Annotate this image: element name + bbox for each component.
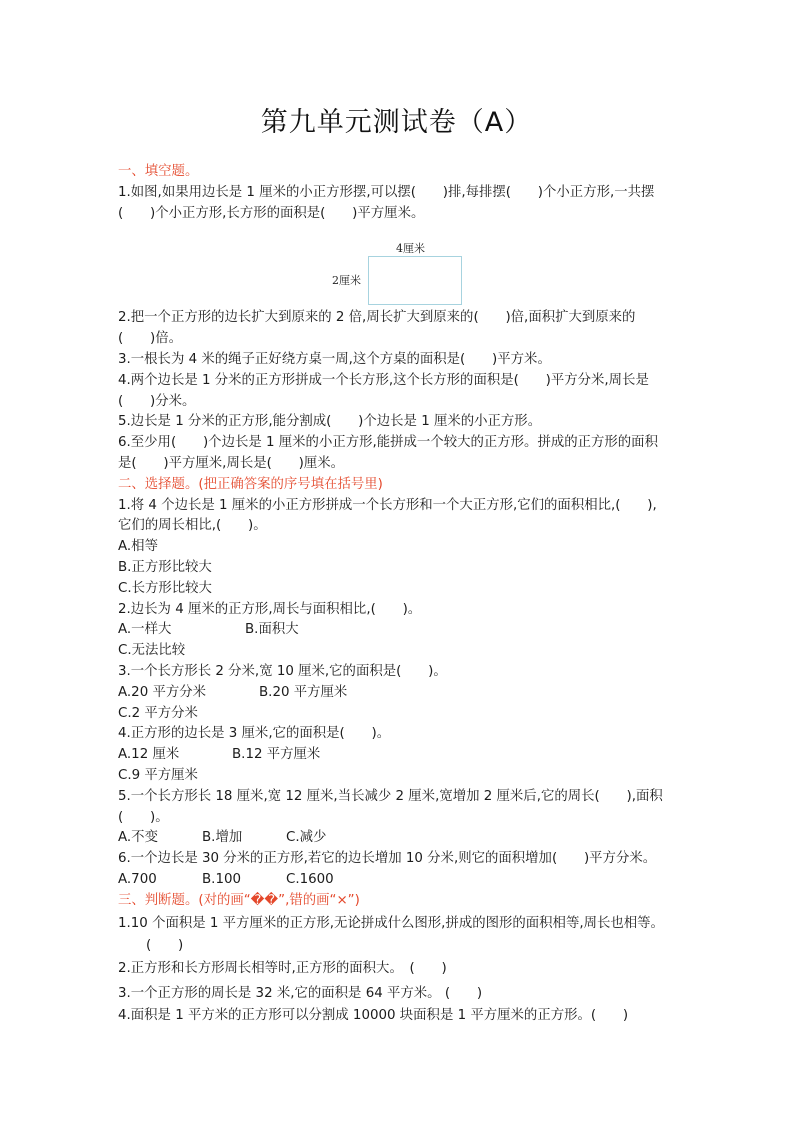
page-title: 第九单元测试卷（A） <box>260 107 533 138</box>
option-row <box>118 620 299 640</box>
question-line: 4.两个边长是 1 分米的正方形拼成一个长方形,这个长方形的面积是( )平方分米,周长是 <box>118 373 649 388</box>
question-line: ( )分米。 <box>118 394 196 409</box>
answer-blank: ( ) <box>146 938 184 953</box>
option: B.100 <box>202 872 242 887</box>
question-line: 它们的周长相比,( )。 <box>118 518 267 533</box>
question-line: 6.一个边长是 30 分米的正方形,若它的边长增加 10 分米,则它的面积增加( )平方分米。 <box>118 851 657 866</box>
option: B.20 平方厘米 <box>259 685 348 700</box>
question-line: 6.至少用( )个边长是 1 厘米的小正方形,能拼成一个较大的正方形。拼成的正方形的面积 <box>118 435 658 450</box>
option-line: C.长方形比较大 <box>118 581 212 596</box>
option: A.不变 <box>118 830 158 845</box>
option-row <box>118 683 347 703</box>
option: A.20 平方分米 <box>118 685 207 700</box>
option: C.1600 <box>286 872 334 887</box>
figure-width-label: 4厘米 <box>396 242 425 255</box>
question-line: ( )个小正方形,长方形的面积是( )平方厘米。 <box>118 206 425 221</box>
option-row <box>118 870 334 890</box>
question-line: 5.一个长方形长 18 厘米,宽 12 厘米,当长减少 2 厘米,宽增加 2 厘米后,它的周长( ),面积 <box>118 789 663 804</box>
option: B.12 平方厘米 <box>232 747 321 762</box>
question-line: 1.将 4 个边长是 1 厘米的小正方形拼成一个长方形和一个大正方形,它们的面积相比,( ), <box>118 498 657 513</box>
option-line: C.9 平方厘米 <box>118 768 198 783</box>
option-line: C.2 平方分米 <box>118 706 198 721</box>
question-line: 1.10 个面积是 1 平方厘米的正方形,无论拼成什么图形,拼成的图形的面积相等,周长也相等。 <box>118 916 664 931</box>
question-line: 2.正方形和长方形周长相等时,正方形的面积大。 ( ) <box>118 961 447 976</box>
section-heading-true-false: 三、判断题。(对的画“��”,错的画“×”) <box>118 893 360 908</box>
rectangle-shape <box>368 256 462 305</box>
option: A.700 <box>118 872 157 887</box>
question-line: 3.一个正方形的周长是 32 米,它的面积是 64 平方米。 ( ) <box>118 986 483 1001</box>
question-line: 2.边长为 4 厘米的正方形,周长与面积相比,( )。 <box>118 602 422 617</box>
option: B.增加 <box>202 830 243 845</box>
question-line: 2.把一个正方形的边长扩大到原来的 2 倍,周长扩大到原来的( )倍,面积扩大到原来的 <box>118 310 636 325</box>
option: B.面积大 <box>245 622 299 637</box>
question-line: 3.一个长方形长 2 分米,宽 10 厘米,它的面积是( )。 <box>118 664 447 679</box>
question-line: 3.一根长为 4 米的绳子正好绕方桌一周,这个方桌的面积是( )平方米。 <box>118 352 551 367</box>
option-row <box>118 745 320 765</box>
rectangle-figure <box>330 240 470 310</box>
option-line: A.相等 <box>118 539 158 554</box>
section-heading-multiple-choice: 二、选择题。(把正确答案的序号填在括号里) <box>118 477 383 492</box>
option: A.12 厘米 <box>118 747 180 762</box>
question-line: 5.边长是 1 分米的正方形,能分割成( )个边长是 1 厘米的小正方形。 <box>118 414 542 429</box>
question-line: 4.面积是 1 平方米的正方形可以分割成 10000 块面积是 1 平方厘米的正方形。( ) <box>118 1008 629 1023</box>
question-line: 1.如图,如果用边长是 1 厘米的小正方形摆,可以摆( )排,每排摆( )个小正方形,一共摆 <box>118 185 655 200</box>
option-line: C.无法比较 <box>118 643 186 658</box>
option-row <box>118 828 326 848</box>
option: A.一样大 <box>118 622 172 637</box>
option-line: B.正方形比较大 <box>118 560 212 575</box>
figure-height-label: 2厘米 <box>332 274 361 287</box>
question-line: 4.正方形的边长是 3 厘米,它的面积是( )。 <box>118 726 391 741</box>
question-line: ( )倍。 <box>118 331 183 346</box>
option: C.减少 <box>286 830 327 845</box>
question-line: 是( )平方厘米,周长是( )厘米。 <box>118 456 345 471</box>
section-heading-fill-blank: 一、填空题。 <box>118 164 199 179</box>
question-line: ( )。 <box>118 810 169 825</box>
